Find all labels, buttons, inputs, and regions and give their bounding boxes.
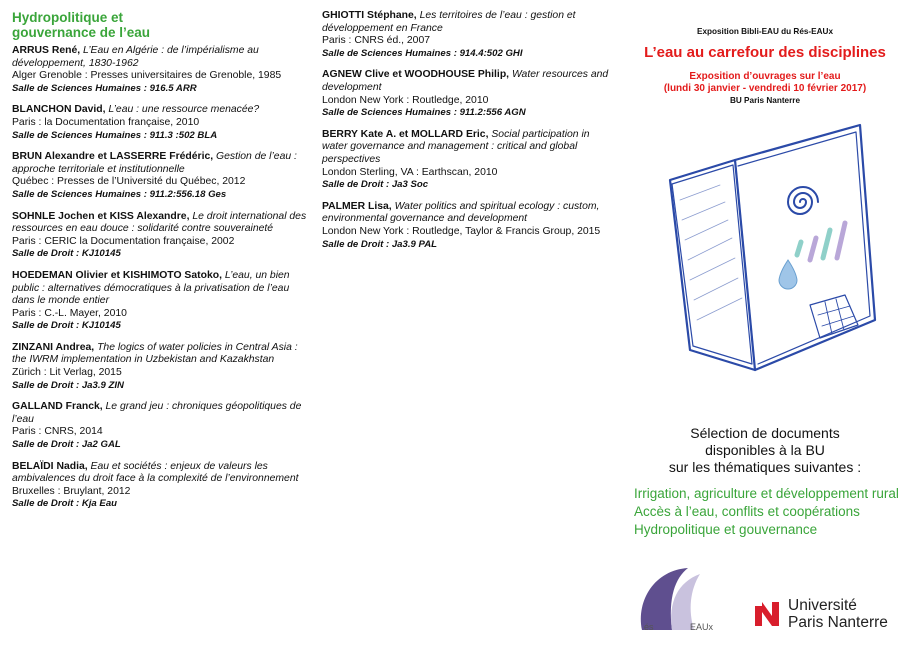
entry-location: Salle de Sciences Humaines : 914.4:502 GHI — [322, 47, 523, 59]
bibliography-list — [12, 45, 307, 511]
nanterre-mark-icon — [752, 598, 782, 630]
entry-publisher: Zürich : Lit Verlag, 2015 — [12, 367, 122, 379]
logo-text-right: EAUx — [690, 622, 714, 632]
entry-publisher: London New York : Routledge, Taylor & Francis Group, 2015 — [322, 225, 601, 237]
entry-title: L’Eau en Algérie : de l’impérialisme au développement, 1830-1962 — [12, 45, 259, 69]
entry-author: PALMER Lisa, — [322, 200, 392, 212]
entry-location: Salle de Sciences Humaines : 911.2:556 AGN — [322, 107, 526, 119]
university-name-line1: Université — [788, 597, 857, 614]
entry-author: AGNEW Clive et WOODHOUSE Philip, — [322, 69, 510, 81]
themes-list — [634, 485, 915, 539]
entry-location: Salle de Droit : Ja3.9 PAL — [322, 238, 437, 250]
bibliography-list-continued — [322, 10, 612, 251]
left-column — [12, 10, 307, 520]
bibliography-entry — [12, 151, 307, 201]
entry-title: Water politics and spiritual ecology : custom, environmental governance and development — [322, 200, 600, 225]
entry-title: Water resources and development — [322, 69, 609, 93]
exhibition-title: L’eau au carrefour des disciplines — [644, 44, 886, 61]
entry-author: ARRUS René, — [12, 45, 81, 56]
entry-publisher: Paris : CNRS, 2014 — [12, 426, 103, 438]
entry-author: BELAÏDI Nadia, — [12, 460, 88, 472]
selection-line-1: Sélection de documents — [690, 425, 840, 441]
entry-author: BRUN Alexandre et LASSERRE Frédéric, — [12, 151, 214, 163]
bibliography-entry — [322, 201, 612, 251]
theme-item: Accès à l’eau, conflits et coopérations — [634, 504, 860, 519]
entry-author: HOEDEMAN Olivier et KISHIMOTO Satoko, — [12, 269, 222, 281]
entry-publisher: Québec : Presses de l’Université du Québec, 2012 — [12, 176, 246, 188]
entry-location: Salle de Droit : Ja3 Soc — [322, 179, 429, 191]
entry-title: L’eau : une ressource menacée? — [108, 104, 260, 116]
bibliography-entry — [322, 69, 612, 119]
bibliography-entry — [322, 129, 612, 192]
exhibition-organizer: Exposition Bibli-EAU du Rés-EAUx — [696, 27, 833, 36]
entry-location: Salle de Droit : KJ10145 — [12, 248, 121, 260]
theme-item: Irrigation, agriculture et développement rural — [634, 486, 899, 501]
logo-text-left: és — [644, 622, 654, 632]
entry-publisher: Paris : la Documentation française, 2010 — [12, 116, 200, 128]
exhibition-description: Exposition d’ouvrages sur l’eau — [689, 71, 841, 82]
entry-title: Gestion de l’eau : approche territoriale et institutionnelle — [12, 151, 297, 175]
entry-location: Salle de Droit : Ja2 GAL — [12, 439, 121, 451]
entry-title: L’eau, un bien public : alternatives démocratiques à la privatisation de l’eau dans le monde entier — [12, 269, 290, 307]
bibliography-entry — [12, 45, 307, 95]
entry-title: The logics of water policies in Central Asia : the IWRM implementation in Uzbekistan and Kazakhstan — [12, 341, 298, 366]
entry-publisher: London Sterling, VA : Earthscan, 2010 — [322, 166, 498, 178]
entry-location: Salle de Droit : KJ10145 — [12, 320, 121, 332]
selection-line-2: disponibles à la BU — [705, 442, 825, 458]
bibliography-entry — [12, 211, 307, 261]
university-name-line2: Paris Nanterre — [788, 614, 888, 631]
bibliography-entry — [12, 104, 307, 142]
exhibition-place: BU Paris Nanterre — [729, 96, 801, 105]
entry-publisher: Paris : CNRS éd., 2007 — [322, 35, 430, 47]
middle-column — [322, 10, 612, 260]
open-book-illustration — [660, 120, 890, 380]
entry-publisher: Paris : CERIC la Documentation française, 2002 — [12, 235, 235, 247]
section-title: Hydropolitique et gouvernance de l’eau — [12, 10, 151, 40]
entry-title: Les territoires de l’eau : gestion et développement en France — [322, 10, 576, 34]
entry-title: Social participation in water governance and management : critical and global perspectives — [322, 128, 590, 165]
entry-author: SOHNLE Jochen et KISS Alexandre, — [12, 210, 190, 222]
bibliography-entry — [12, 461, 307, 511]
entry-location: Salle de Sciences Humaines : 911.3 :502 BLA — [12, 129, 218, 141]
entry-title: Le droit international des ressources en eau douce : solidarité contre souveraineté — [12, 210, 307, 235]
entry-publisher: Alger Grenoble : Presses universitaires de Grenoble, 1985 — [12, 70, 282, 82]
entry-author: BERRY Kate A. et MOLLARD Eric, — [322, 128, 489, 140]
exhibition-dates: (lundi 30 janvier - vendredi 10 février 2017) — [663, 83, 867, 94]
entry-location: Salle de Sciences Humaines : 911.2:556.18 Ges — [12, 188, 227, 200]
entry-title: Eau et sociétés : enjeux de valeurs les ambivalences du droit face à la complexité de l’environnement — [12, 460, 299, 485]
bibliography-entry — [12, 401, 307, 451]
entry-title: Le grand jeu : chroniques géopolitiques de l’eau — [12, 401, 302, 425]
entry-location: Salle de Droit : Ja3.9 ZIN — [12, 379, 124, 391]
exhibition-subtitle — [620, 71, 910, 95]
entry-location: Salle de Droit : Kja Eau — [12, 498, 118, 510]
selection-intro — [620, 425, 910, 476]
selection-line-3: sur les thématiques suivantes : — [668, 459, 862, 475]
entry-author: GALLAND Franck, — [12, 401, 103, 413]
entry-publisher: Bruxelles : Bruylant, 2012 — [12, 485, 131, 497]
entry-author: BLANCHON David, — [12, 104, 106, 116]
bibliography-entry — [322, 10, 612, 60]
theme-item: Hydropolitique et gouvernance — [634, 522, 818, 537]
university-logo — [752, 597, 888, 631]
entry-author: ZINZANI Andrea, — [12, 341, 95, 353]
entry-publisher: Paris : C.-L. Mayer, 2010 — [12, 307, 127, 319]
bibliography-entry — [12, 270, 307, 333]
entry-publisher: London New York : Routledge, 2010 — [322, 94, 489, 106]
entry-location: Salle de Sciences Humaines : 916.5 ARR — [12, 82, 197, 94]
entry-author: GHIOTTI Stéphane, — [322, 10, 417, 21]
bibliography-entry — [12, 342, 307, 392]
res-eaux-logo — [630, 560, 735, 640]
